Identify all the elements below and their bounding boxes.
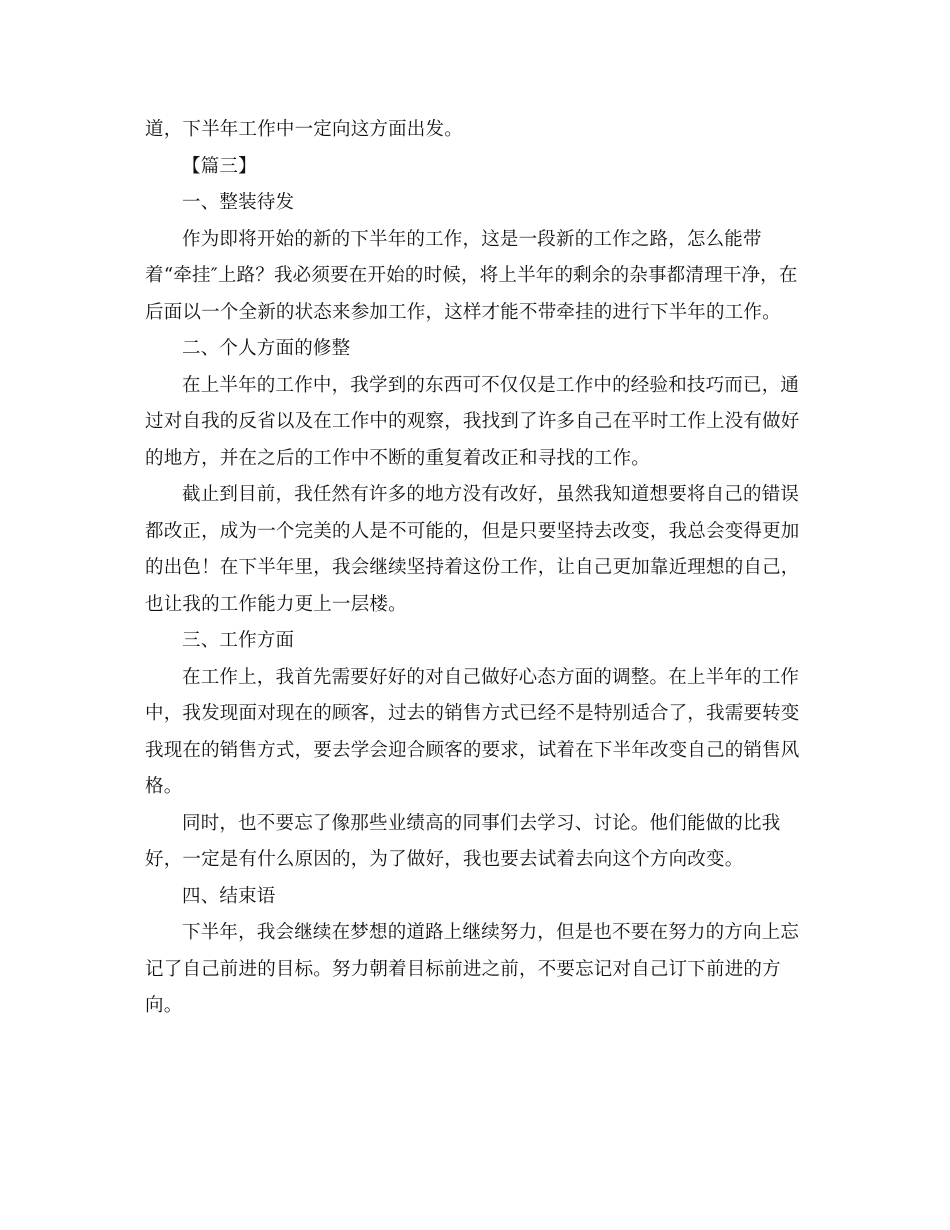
paragraph-6: 下半年，我会继续在梦想的道路上继续努力，但是也不要在努力的方向上忘记了自己前进的目标。努力朝着目标前进之前，不要忘记对自己订下前进的方向。 [145, 922, 800, 1016]
paragraph-4: 在工作上，我首先需要好好的对自己做好心态方面的调整。在上半年的工作中，我发现面对现在的顾客，过去的销售方式已经不是特别适合了，我需要转变我现在的销售方式，要去学会迎合顾客的要求，试着在下半年改变自己的销售风格。 [145, 666, 800, 797]
section-title: 【篇三】 [182, 155, 257, 177]
heading-1: 一、整装待发 [182, 192, 295, 213]
paragraph-1: 作为即将开始的新的下半年的工作，这是一段新的工作之路，怎么能带着“牵挂″上路？我必须要在开始的时候，将上半年的剩余的杂事都清理干净，在后面以一个全新的状态来参加工作，这样才能不带牵挂的进行下半年的工作。 [145, 228, 798, 323]
paragraph-5: 同时，也不要忘了像那些业绩高的同事们去学习、讨论。他们能做的比我好，一定是有什么原因的，为了做好，我也要去试着去向这个方向改变。 [145, 812, 781, 870]
document-body [145, 112, 805, 1025]
paragraph-continuation: 道，下半年工作中一定向这方面出发。 [145, 119, 463, 140]
heading-3: 三、工作方面 [182, 630, 295, 651]
heading-4: 四、结束语 [182, 885, 276, 907]
paragraph-2: 在上半年的工作中，我学到的东西可不仅仅是工作中的经验和技巧而已，通过对自我的反省以及在工作中的观察，我找到了许多自己在平时工作上没有做好的地方，并在之后的工作中不断的重复着改正和寻找的工作。 [145, 374, 800, 469]
heading-2: 二、个人方面的修整 [182, 338, 351, 359]
paragraph-3: 截止到目前，我任然有许多的地方没有改好，虽然我知道想要将自己的错误都改正，成为一个完美的人是不可能的，但是只要坚持去改变，我总会变得更加的出色！在下半年里，我会继续坚持着这份工作，让自己更加靠近理想的自己，也让我的工作能力更上一层楼。 [145, 484, 800, 615]
